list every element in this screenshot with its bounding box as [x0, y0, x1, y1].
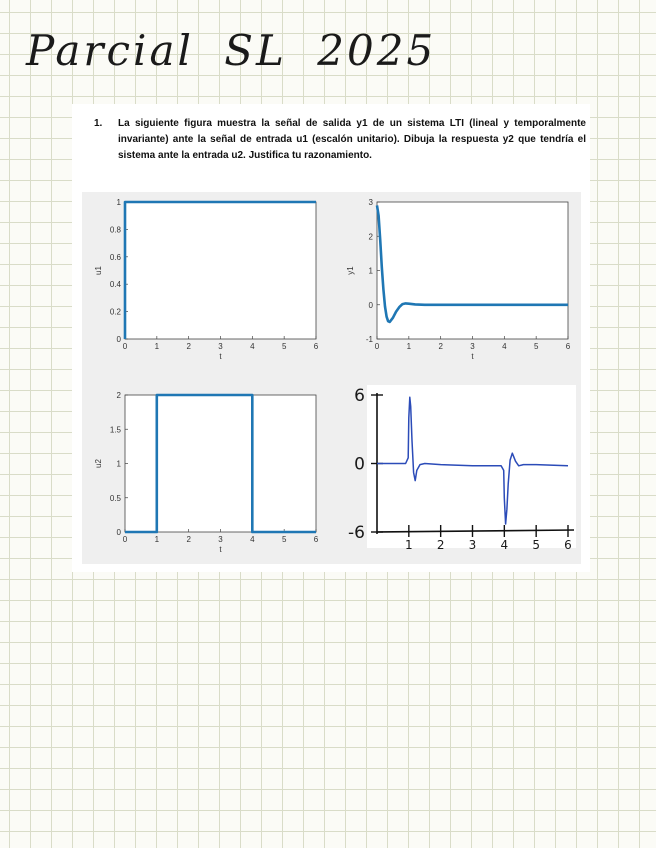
sketch-x-label: 3 — [468, 538, 477, 552]
axes-frame — [125, 395, 316, 532]
subplot-3 — [94, 391, 319, 554]
y-tick-label: 1.5 — [109, 425, 121, 435]
subplot-4 — [348, 385, 576, 552]
x-axis-label: t — [219, 545, 222, 554]
x-tick-label: 2 — [438, 342, 443, 351]
sketch-y-label: -6 — [348, 523, 365, 543]
x-tick-label: 6 — [565, 342, 571, 351]
x-tick-label: 4 — [502, 342, 507, 351]
x-tick-label: 0 — [122, 342, 128, 351]
x-tick-label: 0 — [122, 535, 128, 544]
sketch-x-label: 1 — [405, 538, 413, 552]
x-tick-label: 5 — [281, 535, 287, 544]
axes-frame — [377, 202, 568, 339]
x-tick-label: 5 — [281, 342, 287, 351]
x-tick-label: 0 — [374, 342, 380, 351]
x-tick-label: 3 — [218, 535, 223, 544]
sketch-x-label: 4 — [500, 538, 509, 552]
subplot-2 — [346, 198, 571, 361]
sketch-y-label: 0 — [354, 454, 365, 475]
axes-frame — [125, 202, 316, 339]
x-tick-label: 3 — [470, 342, 475, 351]
question-block — [94, 116, 586, 164]
y-tick-label: 0 — [116, 335, 121, 344]
y-axis-label: u2 — [94, 459, 103, 468]
y-tick-label: -1 — [365, 335, 373, 344]
x-tick-label: 2 — [186, 535, 191, 544]
sketch-x-label: 6 — [564, 538, 572, 552]
y-tick-label: 2 — [368, 232, 373, 242]
y-axis-label: y1 — [346, 266, 355, 275]
figure-panel — [82, 192, 581, 564]
x-tick-label: 2 — [186, 342, 191, 351]
y-tick-label: 0.4 — [109, 280, 121, 290]
y-tick-label: 0.8 — [109, 225, 121, 235]
y-tick-label: 1 — [116, 198, 121, 207]
x-axis-label: t — [471, 352, 474, 361]
x-axis-label: t — [219, 352, 222, 361]
x-tick-label: 6 — [313, 535, 319, 544]
y-axis-label: u1 — [94, 266, 103, 275]
y-tick-label: 1 — [116, 459, 121, 469]
x-tick-label: 1 — [154, 535, 160, 544]
sketch-x-label: 2 — [436, 538, 445, 552]
y-tick-label: 3 — [368, 198, 373, 207]
y-tick-label: 0.6 — [109, 252, 121, 262]
x-tick-label: 5 — [533, 342, 539, 351]
y-tick-label: 0 — [368, 300, 373, 310]
question-number: 1. — [94, 118, 103, 129]
subplot-1 — [94, 198, 319, 361]
y-tick-label: 0.2 — [109, 307, 121, 317]
question-text: La siguiente figura muestra la señal de salida y1 de un sistema LTI (lineal y temporalmente invariante) ante la señal de entrada u1 (escalón unitario). Dibuja la respuesta y2 que tendría el sistema ante la entrada u2. Justifica tu razonamiento. — [118, 118, 586, 161]
x-tick-label: 6 — [313, 342, 319, 351]
y-tick-label: 0.5 — [109, 493, 121, 503]
x-tick-label: 4 — [250, 535, 255, 544]
sketch-x-label: 5 — [532, 538, 540, 552]
y-tick-label: 2 — [116, 391, 121, 400]
exam-card — [72, 104, 590, 572]
x-tick-label: 1 — [406, 342, 412, 351]
x-tick-label: 4 — [250, 342, 255, 351]
figure-svg — [82, 192, 581, 564]
y-tick-label: 0 — [116, 528, 121, 537]
y-tick-label: 1 — [368, 266, 373, 276]
x-tick-label: 1 — [154, 342, 160, 351]
x-tick-label: 3 — [218, 342, 223, 351]
handwritten-title: Parcial SL 2025 — [26, 26, 437, 75]
sketch-y-label: 6 — [354, 386, 365, 406]
